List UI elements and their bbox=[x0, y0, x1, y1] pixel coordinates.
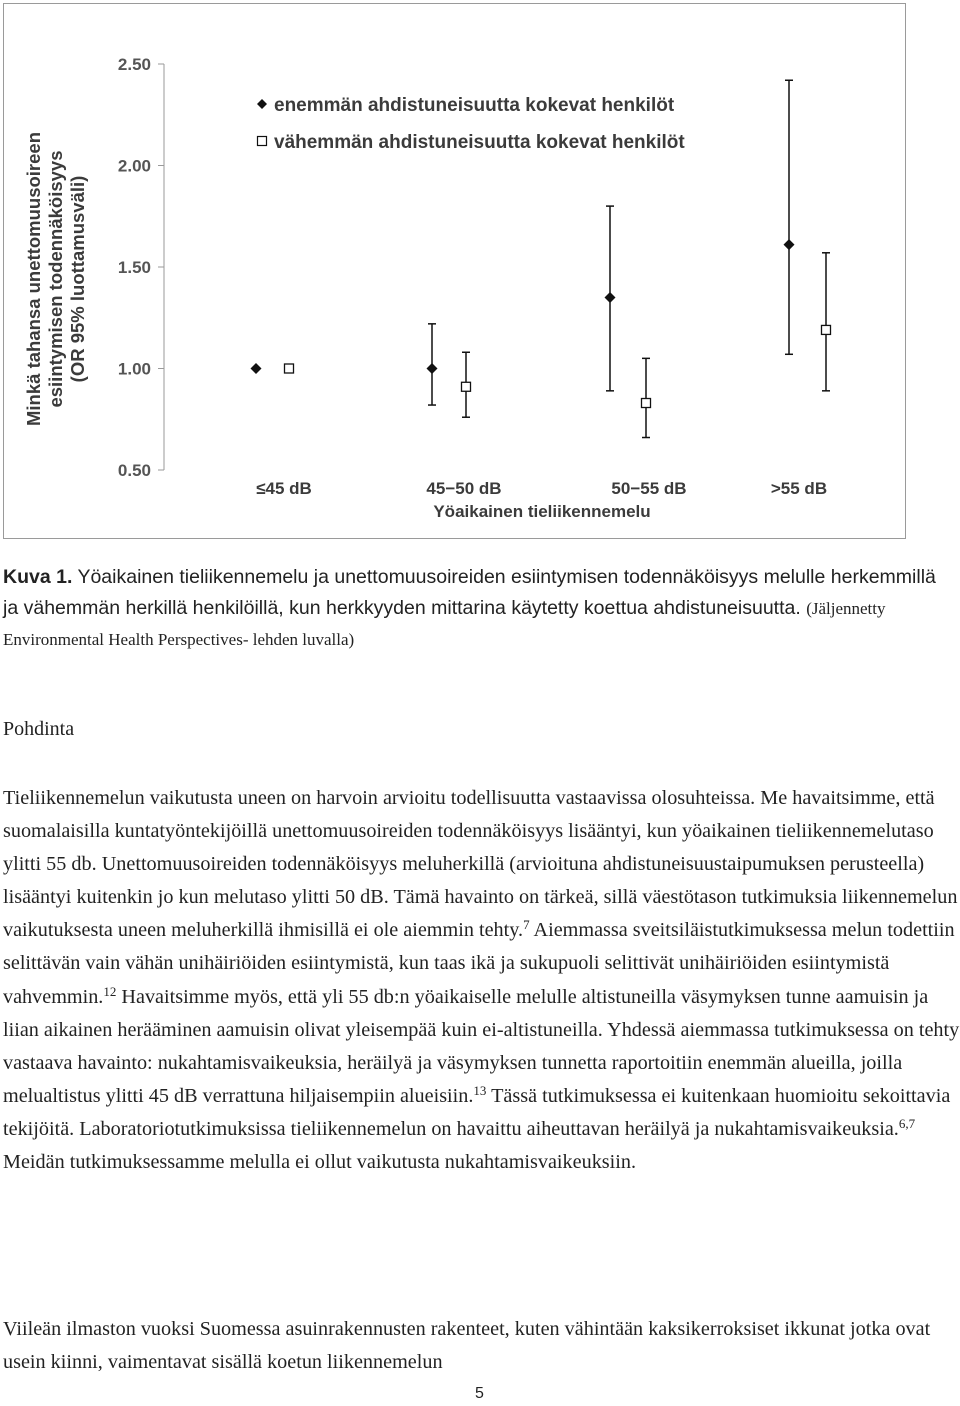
data-point-square bbox=[462, 382, 471, 391]
x-category-label: 50−55 dB bbox=[611, 479, 687, 498]
y-tick-label: 2.50 bbox=[117, 55, 151, 74]
body-text-b: Aiemmassa sveitsiläistutkimuksessa melun todettiin selittävän vain vähän unihäiriöiden esiintymistä, kun taas ikä ja sukupuoli selittivät unihäiriöiden esiintymistä vahvemmin. bbox=[3, 919, 955, 1008]
y-axis-label-line-2: esiintymisen todennäköisyys bbox=[45, 150, 66, 408]
reference-7: 7 bbox=[523, 917, 530, 933]
data-point-diamond bbox=[605, 292, 616, 303]
data-point-square bbox=[285, 364, 294, 373]
y-axis-label-line-1: Minkä tahansa unettomuusoireen bbox=[23, 132, 44, 426]
y-tick-label: 1.50 bbox=[117, 258, 151, 277]
figure-caption bbox=[3, 562, 953, 655]
caption-label: Kuva 1. bbox=[3, 566, 73, 588]
chart bbox=[4, 4, 907, 540]
y-tick-label: 1.00 bbox=[117, 359, 151, 379]
x-axis-title: Yöaikainen tieliikennemelu bbox=[433, 502, 651, 521]
section-heading: Pohdinta bbox=[3, 718, 75, 740]
x-category-label: ≤45 dB bbox=[256, 479, 312, 498]
reference-13: 13 bbox=[473, 1082, 487, 1098]
x-category-label: >55 dB bbox=[770, 479, 828, 498]
body-text-c: Havaitsimme myös, että yli 55 db:n yöaikaiselle melulle altistuneilla väsymyksen tunne aamuisin ja liian aikainen herääminen aamuisin olivat yleisempää kuin ei-altistuneilla. Yhdessä aiemmassa tutkimuksessa on tehty vastaava havainto: nukahtamisvaikeuksia, heräilyä ja väsymyksen tunnetta raportoitiin enemmän alueilla, joilla melualtistus ylitti 45 dB verrattuna hiljaisempiin alueisiin. bbox=[3, 985, 960, 1107]
page-number: 5 bbox=[475, 1385, 484, 1402]
figure-1 bbox=[3, 3, 906, 539]
legend-label: enemmän ahdistuneisuutta kokevat henkilöt bbox=[274, 95, 675, 116]
body-paragraph-2: Viileän ilmaston vuoksi Suomessa asuinrakennusten rakenteet, kuten vähintään kaksikerroksiset ikkunat jotka ovat usein kiinni, vaimentavat sisällä koetun liikennemelun bbox=[3, 1318, 931, 1374]
caption-credit: (Jäljennetty Environmental Health Perspectives- lehden luvalla) bbox=[3, 599, 886, 649]
body-text-e: Meidän tutkimuksessamme melulla ei ollut vaikutusta nukahtamisvaikeuksiin. bbox=[3, 1151, 636, 1174]
body-paragraph-1 bbox=[3, 782, 960, 1179]
y-axis-label bbox=[16, 94, 96, 464]
body-text-a: Tieliikennemelun vaikutusta uneen on harvoin arvioitu todellisuutta vastaavissa olosuhteissa. Me havaitsimme, että suomalaisilla kuntatyöntekijöillä unettomuusoireiden todennäköisyys lisääntyi, kun yöaikainen tieliikennemelutaso ylitti 55 db. Unettomuusoireiden todennäköisyys meluherkillä (arvioituna ahdistuneisuustaipumuksen perusteella) lisääntyi kuitenkin jo kun melutaso ylitti 50 dB. Tämä havainto on tärkeä, sillä väestötason tutkimuksia liikennemelun vaikutuksesta uneen meluherkillä ihmisillä ei ole aiemmin tehty. bbox=[3, 787, 958, 942]
reference-6-7: 6,7 bbox=[898, 1115, 916, 1131]
data-point-diamond bbox=[251, 363, 262, 374]
data-point-square bbox=[822, 325, 831, 334]
caption-text: Yöaikainen tieliikennemelu ja unettomuusoireiden esiintymisen todennäköisyys melulle herkemmillä ja vähemmän herkillä henkilöillä, kun herkkyyden mittarina käytetty koettua ahdistuneisuutta. bbox=[3, 566, 936, 619]
reference-12: 12 bbox=[103, 983, 117, 999]
x-category-label: 45−50 dB bbox=[426, 479, 502, 498]
body-text-d: Tässä tutkimuksessa ei kuitenkaan huomioitu sekoittavia tekijöitä. Laboratoriotutkimuksissa tieliikennemelun on havaittu aiheuttavan heräilyä ja nukahtamisvaikeuksia. bbox=[3, 1084, 951, 1140]
legend-marker-square bbox=[258, 137, 267, 146]
data-point-diamond bbox=[427, 363, 438, 374]
y-tick-label: 2.00 bbox=[117, 156, 151, 176]
legend-label: vähemmän ahdistuneisuutta kokevat henkilöt bbox=[274, 132, 685, 153]
data-point-diamond bbox=[784, 239, 795, 250]
data-point-square bbox=[642, 399, 651, 408]
y-axis-label-line-3: (OR 95% luottamusväli) bbox=[67, 175, 88, 383]
y-tick-label: 0.50 bbox=[117, 461, 151, 480]
legend-marker-diamond bbox=[257, 99, 267, 109]
